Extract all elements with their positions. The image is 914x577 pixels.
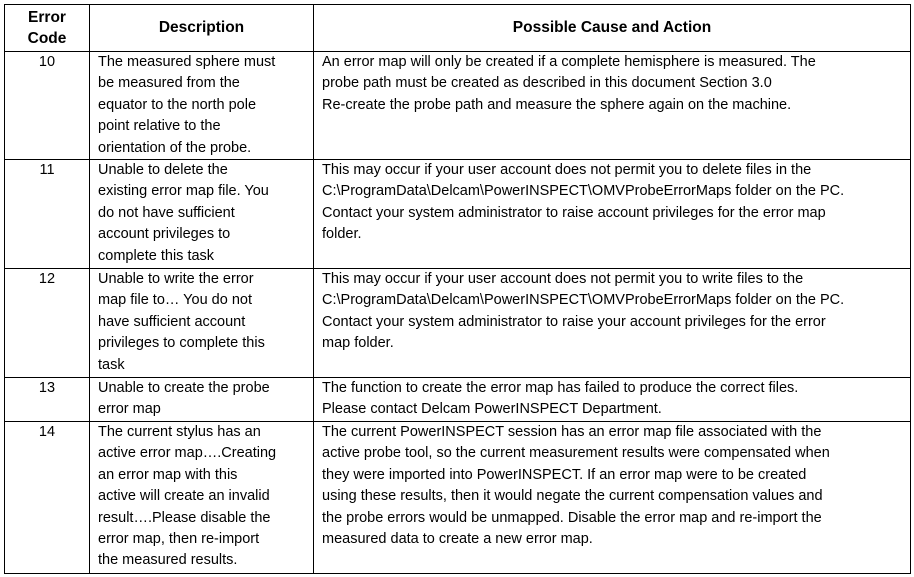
text-line: The function to create the error map has failed to produce the correct files. — [322, 380, 799, 397]
text-line: The current PowerINSPECT session has an error map file associated with the — [322, 424, 822, 441]
header-cause-action: Possible Cause and Action — [314, 5, 911, 52]
table-row — [5, 378, 911, 422]
text-line: Error — [28, 9, 66, 26]
text-line: This may occur if your user account does not permit you to delete files in the — [322, 162, 812, 179]
text-line: an error map with this — [98, 466, 238, 483]
text-line: equator to the north pole — [98, 96, 257, 113]
text-line: Please contact Delcam PowerINSPECT Department. — [322, 401, 662, 418]
cause-action-cell — [314, 269, 911, 378]
error-code-cell: 11 — [5, 160, 90, 269]
description-cell — [90, 269, 314, 378]
text-line: be measured from the — [98, 75, 240, 92]
text-line: orientation of the probe. — [98, 139, 252, 156]
text-line: folder. — [322, 226, 362, 243]
text-line: Unable to write the error — [98, 271, 254, 288]
text-line: map folder. — [322, 335, 394, 352]
error-code-cell: 14 — [5, 422, 90, 574]
text-line: Contact your system administrator to raise account privileges for the error map — [322, 204, 826, 221]
text-line: complete this task — [98, 247, 215, 264]
text-line: Code — [27, 30, 67, 47]
error-code-cell: 13 — [5, 378, 90, 422]
text-line: measured data to create a new error map. — [322, 531, 593, 548]
cause-action-cell — [314, 160, 911, 269]
text-line: map file to… You do not — [98, 292, 252, 309]
error-code-cell: 12 — [5, 269, 90, 378]
text-line: The current stylus has an — [98, 424, 261, 441]
text-line: have sufficient account — [98, 313, 246, 330]
text-line: existing error map file. You — [98, 183, 269, 200]
text-line: C:\ProgramData\Delcam\PowerINSPECT\OMVProbeErrorMaps folder on the PC. — [322, 292, 845, 309]
text-line: An error map will only be created if a complete hemisphere is measured. The — [322, 54, 816, 70]
description-cell — [90, 422, 314, 574]
text-line: the measured results. — [98, 552, 238, 569]
cause-action-cell — [314, 422, 911, 574]
text-line: point relative to the — [98, 118, 221, 135]
text-line: C:\ProgramData\Delcam\PowerINSPECT\OMVProbeErrorMaps folder on the PC. — [322, 183, 845, 200]
text-line: probe path must be created as described in this document Section 3.0 — [322, 75, 772, 92]
text-line: task — [98, 356, 125, 373]
text-line: Unable to create the probe — [98, 380, 270, 397]
text-line: they were imported into PowerINSPECT. If an error map were to be created — [322, 466, 807, 483]
table-row — [5, 269, 911, 378]
header-row — [5, 5, 911, 52]
text-line: active error map….Creating — [98, 445, 277, 462]
text-line: account privileges to — [98, 226, 231, 243]
cause-action-cell — [314, 52, 911, 160]
header-description: Description — [90, 5, 314, 52]
error-code-cell: 10 — [5, 52, 90, 160]
description-cell — [90, 160, 314, 269]
text-line: privileges to complete this — [98, 335, 265, 352]
text-line: the probe errors would be unmapped. Disable the error map and re-import the — [322, 509, 822, 526]
text-line: This may occur if your user account does not permit you to write files to the — [322, 271, 804, 288]
cause-action-cell — [314, 378, 911, 422]
text-line: active probe tool, so the current measurement results were compensated when — [322, 445, 830, 462]
text-line: The measured sphere must — [98, 54, 276, 70]
text-line: active will create an invalid — [98, 488, 270, 505]
text-line: using these results, then it would negate the current compensation values and — [322, 488, 823, 505]
description-cell — [90, 378, 314, 422]
table-row — [5, 52, 911, 160]
table-row — [5, 160, 911, 269]
text-line: Contact your system administrator to raise your account privileges for the error — [322, 313, 826, 330]
text-line: error map, then re-import — [98, 531, 260, 548]
text-line: do not have sufficient — [98, 204, 235, 221]
text-line: Re-create the probe path and measure the sphere again on the machine. — [322, 96, 792, 113]
text-line: error map — [98, 401, 161, 418]
text-line: result….Please disable the — [98, 509, 271, 526]
error-code-table — [4, 4, 911, 574]
header-error-code — [5, 5, 90, 52]
description-cell — [90, 52, 314, 160]
text-line: Unable to delete the — [98, 162, 228, 179]
table-row — [5, 422, 911, 574]
